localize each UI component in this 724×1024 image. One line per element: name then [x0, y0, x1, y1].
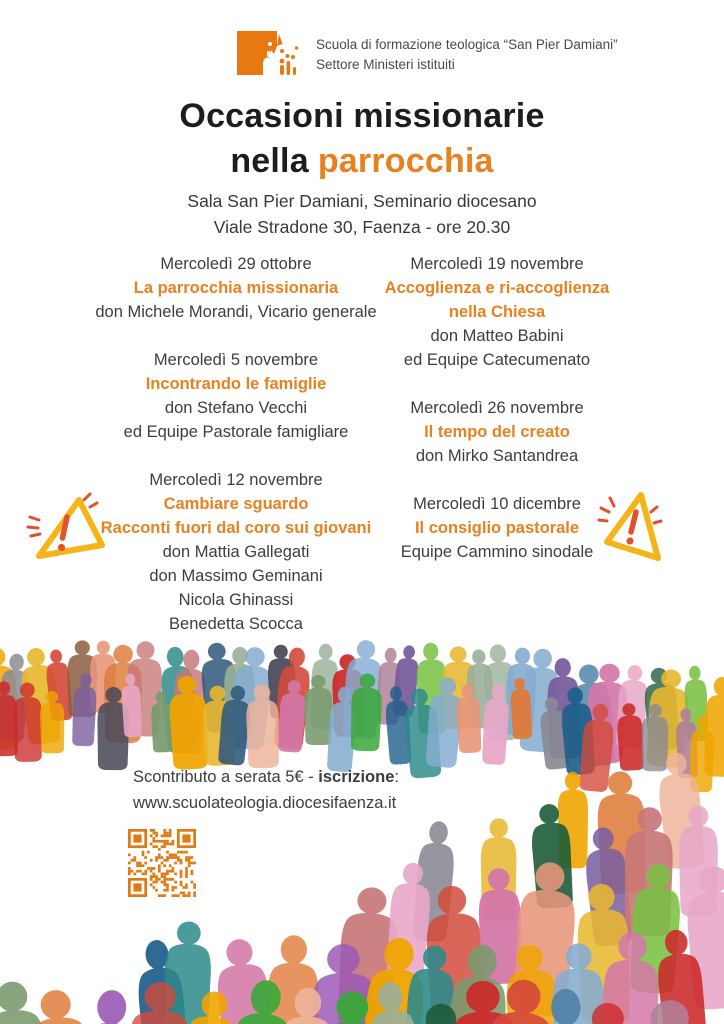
- brand-line1: Scuola di formazione teologica “San Pier Damiani”: [316, 37, 618, 52]
- fee-prefix: Scontributo a serata 5€ -: [133, 768, 319, 786]
- page-title: [0, 94, 724, 184]
- event-speaker: ed Equipe Catecumenato: [403, 351, 591, 369]
- title-line1: Occasioni missionarie: [179, 97, 545, 135]
- event-title-line: Incontrando le famiglie: [145, 375, 327, 393]
- venue-line1: Sala San Pier Damiani, Seminario diocesano: [187, 191, 537, 211]
- event-title-line: La parrocchia missionaria: [133, 279, 339, 297]
- footer-info: [133, 764, 399, 816]
- brand-text: [316, 31, 618, 76]
- event-item: [352, 396, 642, 468]
- event-item: [352, 252, 642, 372]
- event-speaker: Benedetta Scocca: [169, 615, 303, 633]
- event-date: Mercoledì 26 novembre: [410, 399, 584, 417]
- event-speaker: don Mattia Gallegati: [162, 543, 310, 561]
- event-title-line: Accoglienza e ri-accoglienza: [384, 279, 610, 297]
- fee-bold: iscrizione: [318, 768, 395, 786]
- event-date: Mercoledì 10 dicembre: [413, 495, 581, 513]
- event-speaker: don Massimo Geminani: [149, 567, 323, 585]
- website-url: www.scuolateologia.diocesifaenza.it: [133, 794, 397, 812]
- event-title-line: Racconti fuori dal coro sui giovani: [100, 519, 372, 537]
- crowd-illustration: [0, 628, 724, 1024]
- event-speaker: don Matteo Babini: [430, 327, 564, 345]
- title-line2-prefix: nella: [230, 142, 309, 180]
- fee-suffix: :: [394, 768, 399, 786]
- event-date: Mercoledì 19 novembre: [410, 255, 584, 273]
- event-title-line: Cambiare sguardo: [163, 495, 309, 513]
- event-title-line: Il consiglio pastorale: [414, 519, 580, 537]
- brand-header: [237, 31, 618, 79]
- event-date: Mercoledì 5 novembre: [153, 351, 319, 369]
- event-title-line: nella Chiesa: [448, 303, 546, 321]
- qr-code: [128, 829, 196, 897]
- title-line2-highlight: parrocchia: [317, 142, 494, 180]
- warning-triangle-icon: [596, 480, 680, 576]
- warning-triangle-icon: [26, 484, 106, 576]
- event-speaker: ed Equipe Pastorale famigliare: [123, 423, 349, 441]
- title-line2: [0, 139, 724, 184]
- event-speaker: Nicola Ghinassi: [178, 591, 294, 609]
- event-speaker: don Mirko Santandrea: [415, 447, 579, 465]
- school-logo-icon: [237, 31, 299, 79]
- event-speaker: don Michele Morandi, Vicario generale: [95, 303, 377, 321]
- venue-line2: Viale Stradone 30, Faenza - ore 20.30: [213, 217, 511, 237]
- event-title-line: Il tempo del creato: [424, 423, 570, 441]
- venue-subtitle: [0, 188, 724, 240]
- fee-line: [133, 764, 399, 790]
- crowd-person: [78, 989, 140, 1024]
- event-date: Mercoledì 12 novembre: [149, 471, 323, 489]
- event-speaker: Equipe Cammino sinodale: [400, 543, 594, 561]
- event-date: Mercoledì 29 ottobre: [160, 255, 312, 273]
- event-speaker: don Stefano Vecchi: [164, 399, 308, 417]
- brand-line2: Settore Ministeri istituiti: [316, 57, 455, 73]
